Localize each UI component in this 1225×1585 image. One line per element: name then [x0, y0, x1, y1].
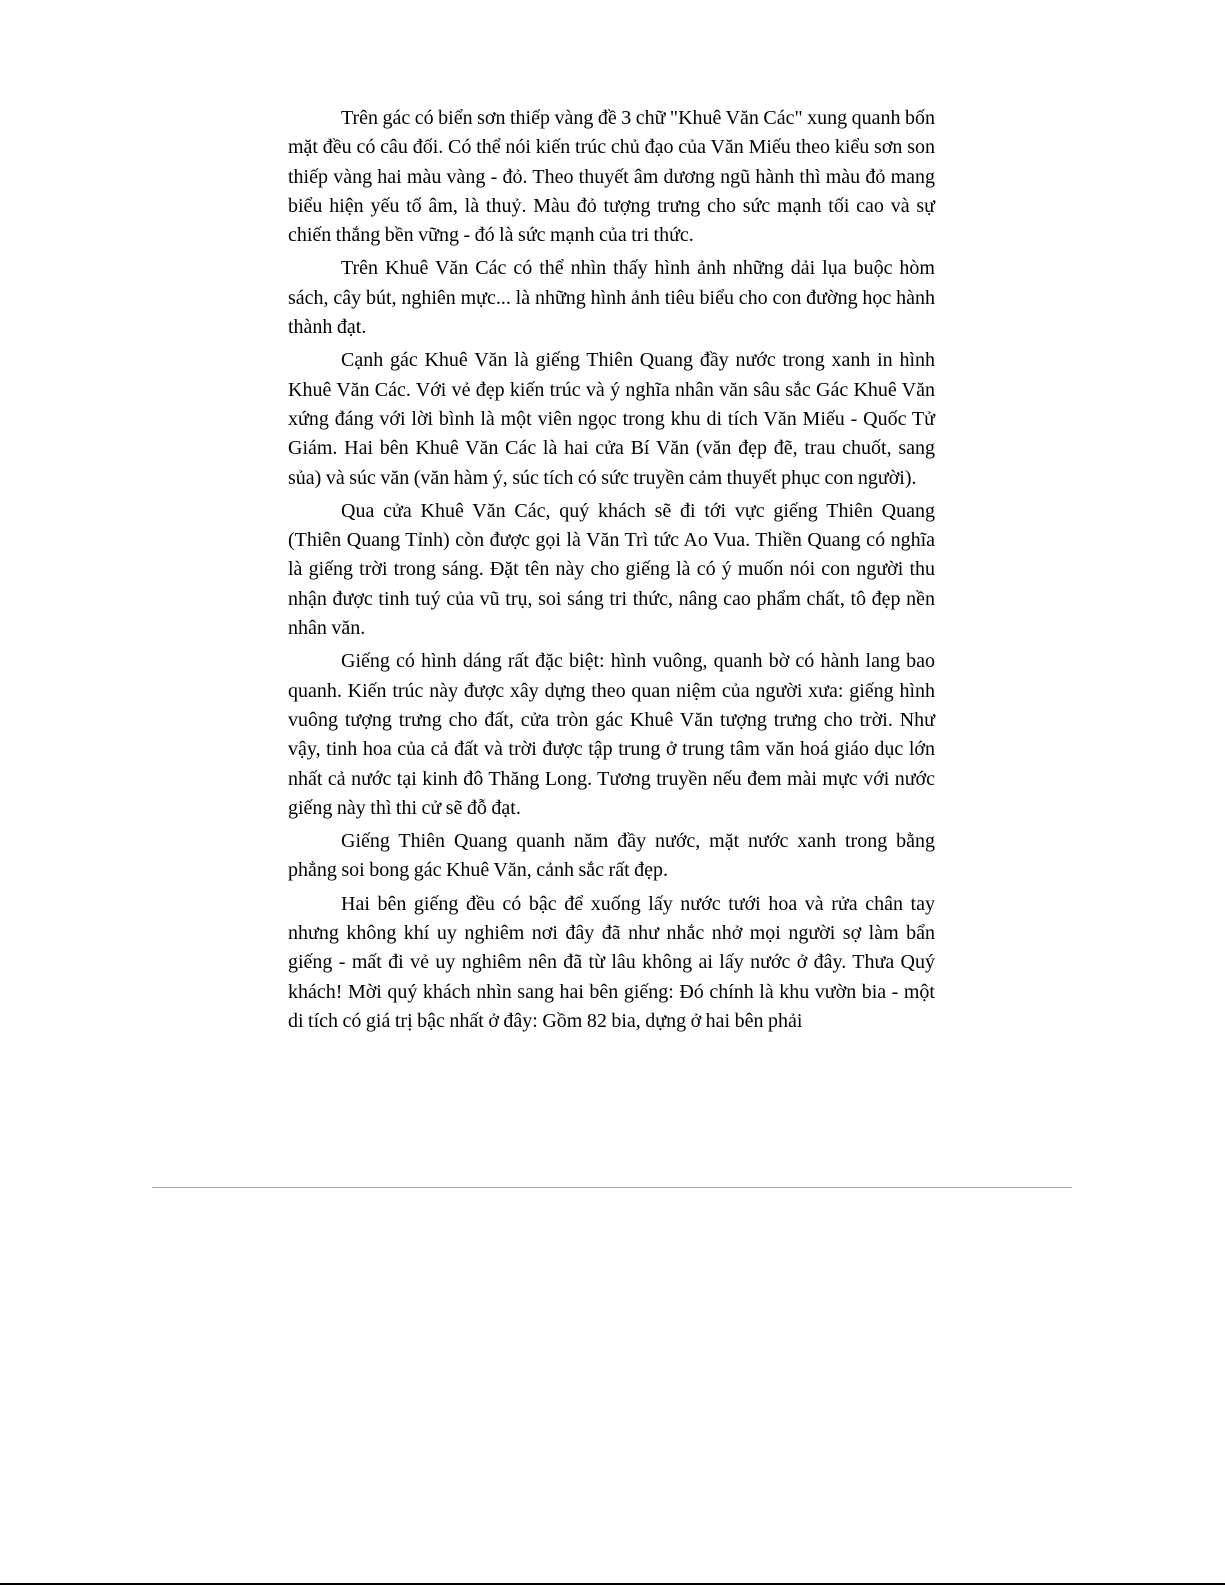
paragraph-well-shape: Giếng có hình dáng rất đặc biệt: hình vuông, quanh bờ có hành lang bao quanh. Kiến trúc này được xây dựng theo quan niệm của người xưa: giếng hình vuông tượng trưng cho đất, cửa tròn gác Khuê Văn tượng trưng cho trời. Như vậy, tinh hoa của cả đất và trời được tập trung ở trung tâm văn hoá giáo dục lớn nhất cả nước tại kinh đô Thăng Long. Tương truyền nếu đem mài mực với nước giếng này thì thi cử sẽ đỗ đạt. [288, 650, 935, 819]
document-body [288, 104, 935, 1040]
paragraph-khue-van-cac-sign: Trên gác có biển sơn thiếp vàng đề 3 chữ "Khuê Văn Các" xung quanh bốn mặt đều có câu đối. Có thể nói kiến trúc chủ đạo của Văn Miếu theo kiểu sơn son thiếp vàng hai màu vàng - đỏ. Theo thuyết âm dương ngũ hành thì màu đỏ mang biểu hiện yếu tố âm, là thuỷ. Màu đỏ tượng trưng cho sức mạnh tối cao và sự chiến thắng bền vững - đó là sức mạnh của tri thức. [288, 107, 936, 247]
paragraph-thien-quang-meaning: Qua cửa Khuê Văn Các, quý khách sẽ đi tới vực giếng Thiên Quang (Thiên Quang Tỉnh) còn được gọi là Văn Trì tức Ao Vua. Thiền Quang có nghĩa là giếng trời trong sáng. Đặt tên này cho giếng là có ý muốn nói con người thu nhận được tinh tuý của vũ trụ, soi sáng tri thức, nâng cao phẩm chất, tô đẹp nền nhân văn. [288, 499, 935, 640]
footer-divider [152, 1187, 1072, 1188]
paragraph-well-water: Giếng Thiên Quang quanh năm đầy nước, mặt nước xanh trong bằng phẳng soi bong gác Khuê Văn, cảnh sắc rất đẹp. [288, 830, 935, 882]
paragraph-stele-garden: Hai bên giếng đều có bậc để xuống lấy nước tưới hoa và rửa chân tay nhưng không khí uy nghiêm nơi đây đã như nhắc nhở mọi người sợ làm bẩn giếng - mất đi vẻ uy nghiêm nên đã từ lâu không ai lấy nước ở đây. Thưa Quý khách! Mời quý khách nhìn sang hai bên giếng: Đó chính là khu vườn bia - một di tích có giá trị bậc nhất ở đây: Gồm 82 bia, dựng ở hai bên phải [288, 892, 935, 1032]
paragraph-thien-quang-well-beside: Cạnh gác Khuê Văn là giếng Thiên Quang đầy nước trong xanh in hình Khuê Văn Các. Với vẻ đẹp kiến trúc và ý nghĩa nhân văn sâu sắc Gác Khuê Văn xứng đáng với lời bình là một viên ngọc trong khu di tích Văn Miếu - Quốc Tử Giám. Hai bên Khuê Văn Các là hai cửa Bí Văn (văn đẹp đẽ, trau chuốt, sang sủa) và súc văn (văn hàm ý, súc tích có sức truyền cảm thuyết phục con người). [288, 349, 935, 489]
paragraph-khue-van-cac-images: Trên Khuê Văn Các có thể nhìn thấy hình ảnh những dải lụa buộc hòm sách, cây bút, nghiên mực... là những hình ảnh tiêu biểu cho con đường học hành thành đạt. [288, 257, 935, 339]
